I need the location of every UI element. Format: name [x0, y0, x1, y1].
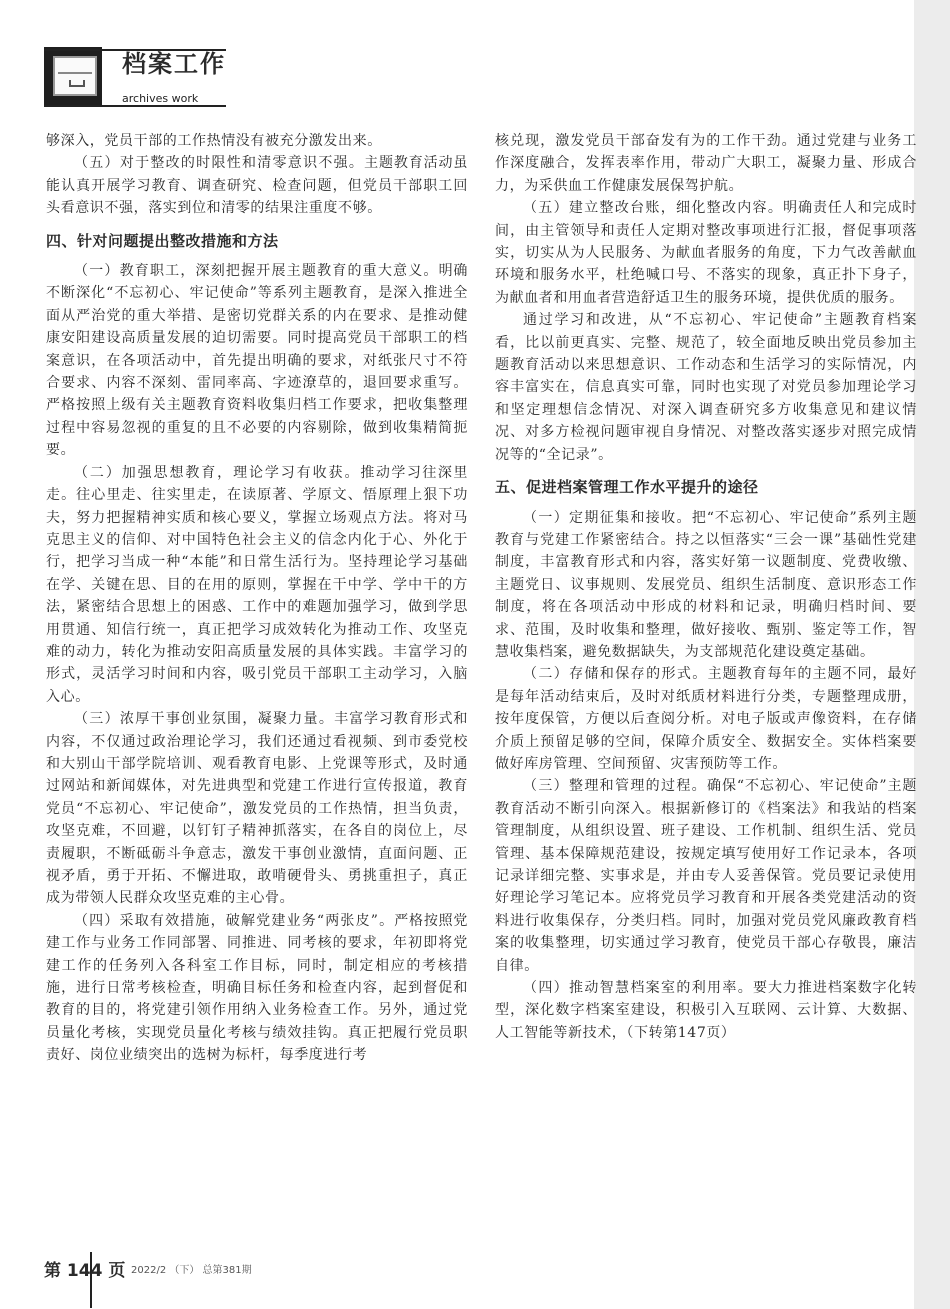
- paragraph-text: 主题教育每年的主题不同，最好是每年活动结束后，及时对纸质材料进行分类，专题整理成册，按年度保管，方便以后查阅分析。对电子版或声像资料，在存储介质上预留足够的空间，保障介质安全、数据安全。实体档案要做好库房管理、空间预留、灾害预防等工作。: [495, 666, 917, 772]
- paragraph-text: 要大力推进档案数字化转型，深化数字档案室建设，积极引入互联网、云计算、大数据、人工智能等新技术，（下转第147页）: [495, 980, 918, 1041]
- paragraph: [495, 775, 917, 977]
- archive-cabinet-icon: [44, 47, 102, 105]
- paragraph-lead: （一）定期征集和接收。: [523, 509, 692, 526]
- section-heading: 四、针对问题提出整改措施和方法: [46, 231, 279, 250]
- paragraph: [495, 507, 917, 664]
- paragraph-text: 通过学习和改进，从“不忘初心、牢记使命”主题教育档案看，比以前更真实、完整、规范了，较全面地反映出党员参加主题教育活动以来思想意识、工作动态和生活学习的实际情况，内容丰富实在，信息真实可靠，同时也实现了对党员参加理论学习和坚定理想信念情况、对深入调查研究多方收集意见和建议情况、对多方检视问题审视自身情况、对整改落实逐步对照完成情况等的“全记录”。: [495, 312, 917, 463]
- page-number: 第 144 页: [44, 1261, 126, 1281]
- paragraph: [46, 910, 468, 1067]
- journal-title: 档案工作: [122, 49, 226, 78]
- paragraph-lead: （二）加强思想教育，理论学习有收获。: [74, 464, 361, 481]
- left-column: [46, 130, 468, 1067]
- paragraph: [495, 130, 917, 197]
- paragraph-text: 明确不断深化“不忘初心、牢记使命”等系列主题教育，是深入推进全面从严治党的重大举措、是密切党群关系的内在要求、是推动健康安阳建设高质量发展的迫切需要。同时提高党员干部职工的档案意识，在各项活动中，首先提出明确的要求，对纸张尺寸不符合要求、内容不深刻、雷同率高、字迹潦草的，退回要求重写。严格按照上级有关主题教育资料收集归档工作要求，把收集整理过程中容易忽视的重复的且不必要的内容剔除，做到收集精简扼要。: [46, 263, 469, 459]
- paragraph-text: 丰富学习教育形式和内容，不仅通过政治理论学习，我们还通过看视频、到市委党校和大别山干部学院培训、观看教育电影、上党课等形式，及时通过网站和新闻媒体，对先进典型和党建工作进行宣传报道，教育党员“不忘初心、牢记使命”，激发党员的工作热情，担当负责，攻坚克难，不回避，以钉钉子精神抓落实，在各自的岗位上，尽责履职，不断砥砺斗争意志，激发干事创业激情，直面问题、正视矛盾，勇于开拓、不懈进取，敢啃硬骨头、勇挑重担子，真正成为带领人民群众攻坚克难的主心骨。: [46, 711, 469, 907]
- page-edge-strip: [914, 0, 950, 1309]
- paragraph: [46, 260, 468, 462]
- paragraph-lead: （四）采取有效措施，破解党建业务“两张皮”。: [74, 912, 395, 929]
- section-heading: 五、促进档案管理工作水平提升的途径: [495, 478, 759, 497]
- paragraph-text: 明确责任人和完成时间，由主管领导和责任人定期对整改事项进行汇报，督促事项落实，切实从为人民服务、为献血者服务的角度，下力气改善献血环境和服务水平，杜绝喊口号、不落实的现象，真正扑下身子，为献血者和用血者营造舒适卫生的服务环境，提供优质的服务。: [495, 200, 918, 306]
- header-rule-bottom: [44, 105, 226, 107]
- paragraph-text: 确保“不忘初心、牢记使命”主题教育活动不断引向深入。根据新修订的《档案法》和我站的档案管理制度，从组织设置、班子建设、工作机制、组织生活、党员管理、基本保障规范建设，按规定填写使用好工作记录本，各项记录详细完整、实事求是，并由专人妥善保管。党员要记录使用好理论学习笔记本。应将党员学习教育和开展各类党建活动的资料进行收集保存，分类归档。同时，加强对党员党风廉政教育档案的收集整理，切实通过学习教育，使党员干部心存敬畏，廉洁自律。: [495, 778, 917, 974]
- paragraph-text: 严格按照党建工作与业务工作同部署、同推进、同考核的要求，年初即将党建工作的任务列入各科室工作目标，同时，制定相应的考核措施，进行日常考核检查，明确目标任务和检查内容，起到督促和教育的目的，将党建引领作用纳入业务检查工作。另外，通过党员量化考核，实现党员量化考核与绩效挂钩。真正把履行党员职责好、岗位业绩突出的选树为标杆，每季度进行考: [46, 912, 468, 1064]
- paragraph: [495, 663, 917, 775]
- paragraph-text: 推动学习往深里走。往心里走、往实里走，在读原著、学原文、悟原理上狠下功夫，努力把握精神实质和核心要义，掌握立场观点方法。将对马克思主义的信仰、对中国特色社会主义的信念内化于心、外化于行，把学习当成一种“本能”和日常生活行为。坚持理论学习基础在学、关键在思、目的在用的原则，掌握在干中学、学中干的方法，紧密结合思想上的困惑、工作中的难题加强学习，做到学思用贯通、知信行统一，真正把学习成效转化为推动工作、攻坚克难的动力，转化为推动安阳高质量发展的具体实践。丰富学习的形式，灵活学习时间和内容，吸引党员干部职工主动学习，入脑入心。: [46, 464, 469, 705]
- journal-subtitle: archives work: [122, 92, 199, 105]
- issue-info: 2022/2 （下） 总第381期: [131, 1265, 252, 1276]
- paragraph-text: 把“不忘初心、牢记使命”系列主题教育与党建工作紧密结合。持之以恒落实“三会一课”基础性党建制度，丰富教育形式和内容，落实好第一议题制度、党费收缴、主题党日、议事规则、发展党员、组织生活制度、意识形态工作制度，将在各项活动中形成的材料和记录，明确归档时间、要求、范围，及时收集和整理，做好接收、甄别、鉴定等工作，智慧收集档案，避免数据缺失，为支部规范化建设奠定基础。: [495, 509, 917, 660]
- paragraph: [46, 708, 468, 910]
- paragraph-text: 够深入，党员干部的工作热情没有被充分激发出来。: [46, 133, 382, 149]
- paragraph-lead: （三）整理和管理的过程。: [523, 778, 708, 795]
- paragraph: [46, 130, 468, 152]
- paragraph-text: 主题教育活动虽能认真开展学习教育、调查研究、检查问题，但党员干部职工回头看意识不强，落实到位和清零的结果注重度不够。: [46, 155, 469, 217]
- paragraph-lead: （一）教育职工，深刻把握开展主题教育的重大意义。: [74, 263, 439, 280]
- paragraph-text: 核兑现，激发党员干部奋发有为的工作干劲。通过党建与业务工作深度融合，发挥表率作用，带动广大职工，凝聚力量、形成合力，为采供血工作健康发展保驾护航。: [495, 133, 917, 194]
- paragraph-lead: （五）对于整改的时限性和清零意识不强。: [74, 155, 365, 172]
- paragraph-lead: （二）存储和保存的形式。: [523, 666, 708, 683]
- paragraph: [495, 309, 917, 466]
- paragraph: [495, 197, 917, 309]
- paragraph-lead: （四）推动智慧档案室的利用率。: [523, 980, 754, 997]
- right-column: [495, 130, 917, 1044]
- paragraph-lead: （三）浓厚干事创业氛围，凝聚力量。: [74, 711, 335, 728]
- paragraph: [495, 977, 917, 1044]
- paragraph: [46, 462, 468, 708]
- paragraph-lead: （五）建立整改台账，细化整改内容。: [523, 200, 784, 217]
- paragraph: [46, 152, 468, 219]
